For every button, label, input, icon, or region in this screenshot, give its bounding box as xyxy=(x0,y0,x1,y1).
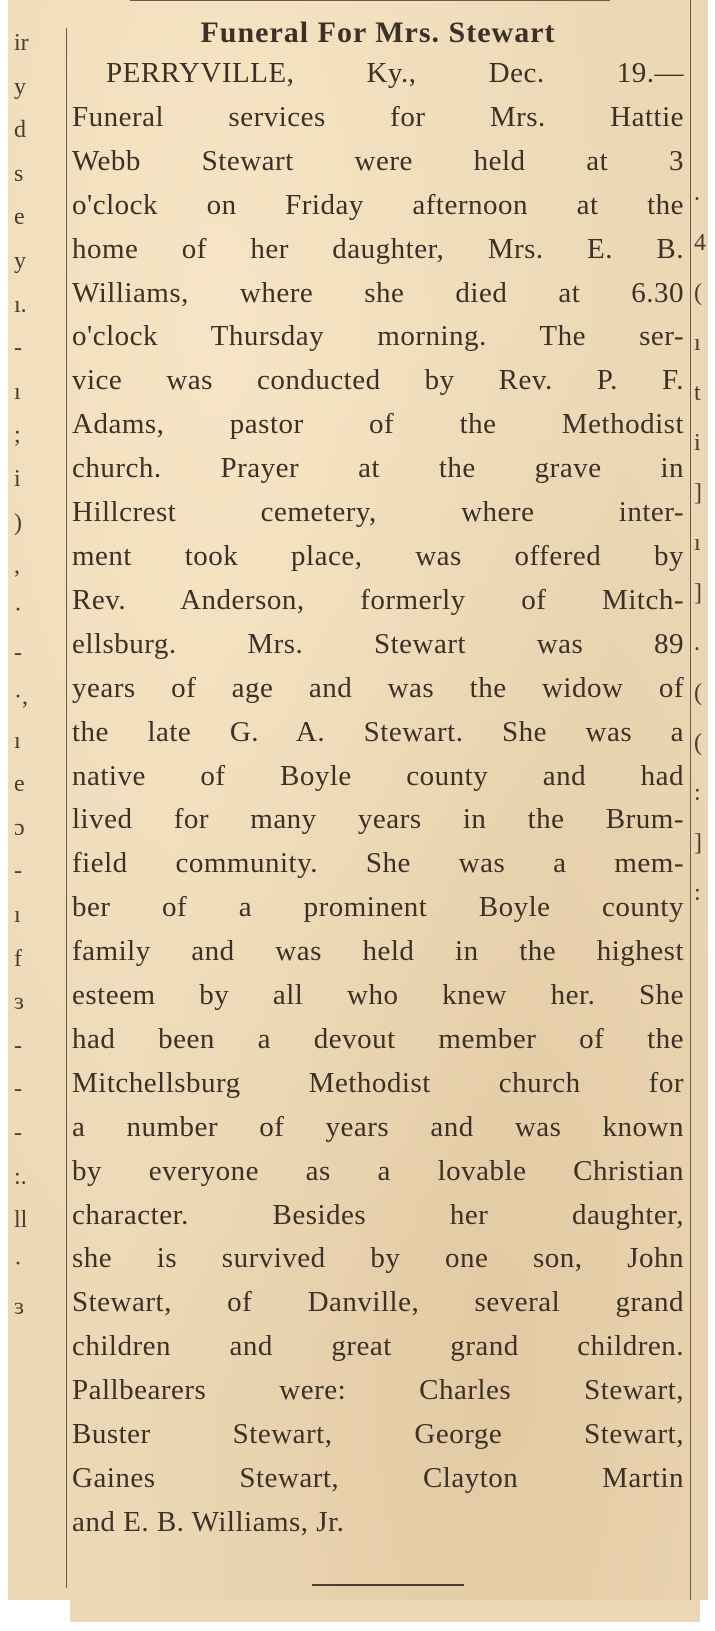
left-column-fragment: ·, xyxy=(14,684,28,710)
left-column-fragment: ; xyxy=(14,422,21,449)
left-column-fragment: e xyxy=(14,771,25,798)
right-column-fragment: . xyxy=(694,630,700,656)
article-line: family and was held in the highest xyxy=(72,935,684,968)
article-line: o'clock on Friday afternoon at the xyxy=(72,188,684,221)
left-column-fragment: - xyxy=(14,1032,22,1059)
article-line: Williams, where she died at 6.30 xyxy=(72,276,684,309)
left-column-fragment: i xyxy=(14,466,21,492)
article-headline: Funeral For Mrs. Stewart xyxy=(200,16,556,49)
left-column-fragment: ɔ xyxy=(14,814,25,841)
left-column-fragment: y xyxy=(14,73,26,100)
right-column-fragment: ] xyxy=(694,580,702,606)
right-column-fragment: ( xyxy=(694,280,702,306)
right-column-fragment: t xyxy=(694,380,701,406)
article-line: the late G. A. Stewart. She was a xyxy=(72,715,684,748)
article-line: lived for many years in the Brum- xyxy=(72,803,684,836)
right-column-fragment: . xyxy=(694,180,700,206)
right-column-fragment: ı xyxy=(694,330,701,356)
article-line: Adams, pastor of the Methodist xyxy=(72,408,684,441)
left-column-fragment: , xyxy=(14,553,20,580)
article-line: Gaines Stewart, Clayton Martin xyxy=(72,1462,684,1494)
right-column-fragment: ] xyxy=(694,830,702,856)
left-column-fragment: - xyxy=(14,1120,22,1146)
article-line: field community. She was a mem- xyxy=(72,847,684,880)
left-column-fragment: · xyxy=(14,1250,22,1277)
article-line: vice was conducted by Rev. P. F. xyxy=(72,364,684,397)
article-line: Funeral services for Mrs. Hattie xyxy=(72,100,684,133)
left-column-fragment: ll xyxy=(14,1207,28,1234)
article-line: years of age and was the widow of xyxy=(72,671,684,704)
left-column-fragment: e xyxy=(14,204,25,231)
article-line: a number of years and was known xyxy=(72,1110,684,1143)
article-line: home of her daughter, Mrs. E. B. xyxy=(72,232,684,265)
left-column-fragment: - xyxy=(14,858,22,885)
article-line: Buster Stewart, George Stewart, xyxy=(72,1418,684,1451)
article-line: had been a devout member of the xyxy=(72,1022,684,1055)
right-column-fragment: ] xyxy=(694,480,702,506)
right-column-fragment: ( xyxy=(694,680,702,706)
right-column-fragment: ı xyxy=(694,530,701,556)
article-line: PERRYVILLE, Ky., Dec. 19.— xyxy=(106,57,684,89)
left-column-fragment: ı xyxy=(14,378,21,405)
article-line: and E. B. Williams, Jr. xyxy=(72,1505,345,1538)
right-column-fragment: : xyxy=(694,780,701,806)
left-column-fragment: ɜ xyxy=(14,989,25,1016)
article-line: Hillcrest cemetery, where inter- xyxy=(72,496,684,529)
article-line: she is survived by one son, John xyxy=(72,1242,684,1275)
right-column-fragment: i xyxy=(694,430,701,456)
right-column-fragment: ( xyxy=(694,730,702,756)
obituary-article xyxy=(72,16,684,1545)
left-column-fragment: - xyxy=(14,335,22,362)
clipping-bottom-edge xyxy=(70,1600,700,1622)
left-column-rule xyxy=(66,28,67,1588)
left-column-fragment: ı xyxy=(14,902,21,928)
article-line: Mitchellsburg Methodist church for xyxy=(72,1066,684,1099)
article-line: by everyone as a lovable Christian xyxy=(72,1154,684,1187)
end-of-article-rule xyxy=(312,1584,464,1586)
left-column-fragment: y xyxy=(14,248,26,274)
left-column-fragment: ɜ xyxy=(14,1294,25,1321)
left-column-fragment: · xyxy=(14,596,22,623)
article-line: Stewart, of Danville, several grand xyxy=(72,1286,684,1319)
left-column-fragment: ı. xyxy=(14,291,27,318)
article-line: Pallbearers were: Charles Stewart, xyxy=(72,1374,684,1407)
top-column-rule xyxy=(130,0,610,1)
left-column-fragment: ir xyxy=(14,30,29,56)
right-column-fragment: 4 xyxy=(694,230,706,256)
left-column-fragment: - xyxy=(14,640,22,667)
article-line: ment took place, was offered by xyxy=(72,539,684,572)
left-column-fragment: ı xyxy=(14,727,21,754)
left-column-fragment: f xyxy=(14,945,22,972)
left-column-fragment: - xyxy=(14,1076,22,1103)
right-column-fragment: : xyxy=(694,880,701,906)
article-line: Webb Stewart were held at 3 xyxy=(72,144,684,177)
article-line: children and great grand children. xyxy=(72,1330,684,1363)
article-line: church. Prayer at the grave in xyxy=(72,452,684,485)
article-line: esteem by all who knew her. She xyxy=(72,979,684,1012)
right-column-rule xyxy=(690,0,691,1600)
article-line: character. Besides her daughter, xyxy=(72,1198,684,1231)
article-line: o'clock Thursday morning. The ser- xyxy=(72,320,684,353)
left-column-fragment: :. xyxy=(14,1163,27,1190)
article-body xyxy=(72,52,684,1545)
left-column-fragment: d xyxy=(14,117,26,144)
article-line: ber of a prominent Boyle county xyxy=(72,891,684,924)
article-line: native of Boyle county and had xyxy=(72,759,684,792)
article-line: ellsburg. Mrs. Stewart was 89 xyxy=(72,627,684,660)
left-column-fragment: s xyxy=(14,160,24,187)
left-column-fragment: ) xyxy=(14,509,22,536)
article-line: Rev. Anderson, formerly of Mitch- xyxy=(72,583,684,616)
